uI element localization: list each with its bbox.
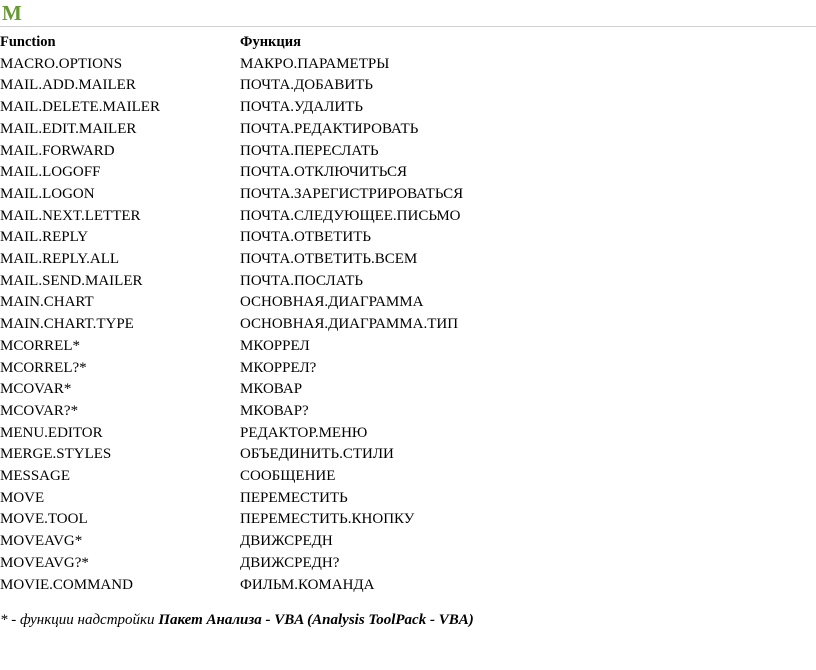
table-row	[0, 509, 600, 531]
function-name-en: MAIL.DELETE.MAILER	[0, 99, 160, 116]
function-name-en: MOVEAVG?*	[0, 554, 89, 571]
function-name-ru: ПОЧТА.ЗАРЕГИСТРИРОВАТЬСЯ	[240, 185, 464, 202]
function-name-en: MERGE.STYLES	[0, 446, 112, 463]
table-row	[0, 97, 600, 119]
function-name-ru: ДВИЖСРЕДН	[240, 533, 333, 550]
table-row	[0, 292, 600, 314]
function-name-ru: МКОВАР	[240, 381, 303, 398]
function-name-en: MCOVAR?*	[0, 402, 79, 419]
function-name-en: MENU.EDITOR	[0, 424, 103, 441]
footnote-prefix: * - функции надстройки	[0, 612, 159, 628]
function-translation-table	[0, 32, 600, 596]
function-name-ru: ПЕРЕМЕСТИТЬ	[240, 489, 348, 506]
table-row	[0, 575, 600, 597]
function-name-en: MAIL.REPLY	[0, 229, 89, 246]
function-name-en: MESSAGE	[0, 468, 71, 485]
function-name-ru: ФИЛЬМ.КОМАНДА	[240, 576, 375, 593]
table-row	[0, 531, 600, 553]
table-row	[0, 358, 600, 380]
function-name-en: MAIN.CHART.TYPE	[0, 316, 134, 333]
function-name-en: MAIL.EDIT.MAILER	[0, 120, 137, 137]
function-name-en: MACRO.OPTIONS	[0, 55, 123, 72]
function-name-ru: ПОЧТА.РЕДАКТИРОВАТЬ	[240, 120, 419, 137]
function-name-ru: ДВИЖСРЕДН?	[240, 554, 340, 571]
footnote	[0, 610, 474, 630]
function-name-en: MAIL.REPLY.ALL	[0, 251, 120, 268]
function-name-ru: ОБЪЕДИНИТЬ.СТИЛИ	[240, 446, 394, 463]
table-row	[0, 184, 600, 206]
table-row	[0, 75, 600, 97]
function-name-en: MOVIE.COMMAND	[0, 576, 133, 593]
function-name-ru: ПОЧТА.ПОСЛАТЬ	[240, 272, 363, 289]
function-name-ru: РЕДАКТОР.МЕНЮ	[240, 424, 368, 441]
function-name-en: MCOVAR*	[0, 381, 72, 398]
function-name-en: MAIL.NEXT.LETTER	[0, 207, 141, 224]
function-name-ru: МКОВАР?	[240, 402, 309, 419]
function-name-en: MOVEAVG*	[0, 533, 83, 550]
function-name-en: MAIL.LOGON	[0, 185, 95, 202]
function-name-ru: МКОРРЕЛ	[240, 337, 310, 354]
table-row	[0, 379, 600, 401]
table-row	[0, 54, 600, 76]
table-row	[0, 401, 600, 423]
function-name-ru: ПОЧТА.СЛЕДУЮЩЕЕ.ПИСЬМО	[240, 207, 461, 224]
function-name-ru: ПОЧТА.ДОБАВИТЬ	[240, 77, 373, 94]
function-name-en: MCORREL?*	[0, 359, 87, 376]
function-name-ru: ПОЧТА.ОТВЕТИТЬ	[240, 229, 371, 246]
function-name-ru: ПОЧТА.ОТВЕТИТЬ.ВСЕМ	[240, 251, 418, 268]
function-name-en: MAIL.SEND.MAILER	[0, 272, 143, 289]
heading-divider	[0, 26, 816, 27]
table-row	[0, 141, 600, 163]
function-name-ru: ПОЧТА.ОТКЛЮЧИТЬСЯ	[240, 164, 408, 181]
function-name-ru: ПОЧТА.УДАЛИТЬ	[240, 99, 363, 116]
table-row	[0, 336, 600, 358]
function-name-en: MOVE	[0, 489, 45, 506]
table-row	[0, 423, 600, 445]
table-row	[0, 206, 600, 228]
footnote-addin-name: Пакет Анализа - VBA (Analysis ToolPack - VBA)	[158, 612, 474, 628]
table-row	[0, 444, 600, 466]
function-name-ru: СООБЩЕНИЕ	[240, 468, 336, 485]
function-name-ru: ОСНОВНАЯ.ДИАГРАММА.ТИП	[240, 316, 459, 333]
function-name-ru: ПОЧТА.ПЕРЕСЛАТЬ	[240, 142, 379, 159]
table-row	[0, 162, 600, 184]
section-letter-heading: M	[2, 1, 22, 25]
table-header-row	[0, 32, 600, 54]
table-row	[0, 119, 600, 141]
function-name-en: MAIL.FORWARD	[0, 142, 115, 159]
table-row	[0, 271, 600, 293]
table-row	[0, 466, 600, 488]
table-row	[0, 488, 600, 510]
column-header-function: Function	[0, 34, 56, 50]
table-row	[0, 227, 600, 249]
function-name-en: MAIL.LOGOFF	[0, 164, 101, 181]
table-row	[0, 553, 600, 575]
table-row	[0, 249, 600, 271]
function-name-en: MAIN.CHART	[0, 294, 94, 311]
function-name-en: MAIL.ADD.MAILER	[0, 77, 136, 94]
table-body	[0, 54, 600, 597]
table-row	[0, 314, 600, 336]
function-name-en: MCORREL*	[0, 337, 81, 354]
function-name-ru: ПЕРЕМЕСТИТЬ.КНОПКУ	[240, 511, 415, 528]
function-name-ru: МКОРРЕЛ?	[240, 359, 317, 376]
column-header-funktsiya: Функция	[240, 34, 301, 50]
function-name-ru: ОСНОВНАЯ.ДИАГРАММА	[240, 294, 424, 311]
function-name-en: MOVE.TOOL	[0, 511, 88, 528]
function-name-ru: МАКРО.ПАРАМЕТРЫ	[240, 55, 390, 72]
